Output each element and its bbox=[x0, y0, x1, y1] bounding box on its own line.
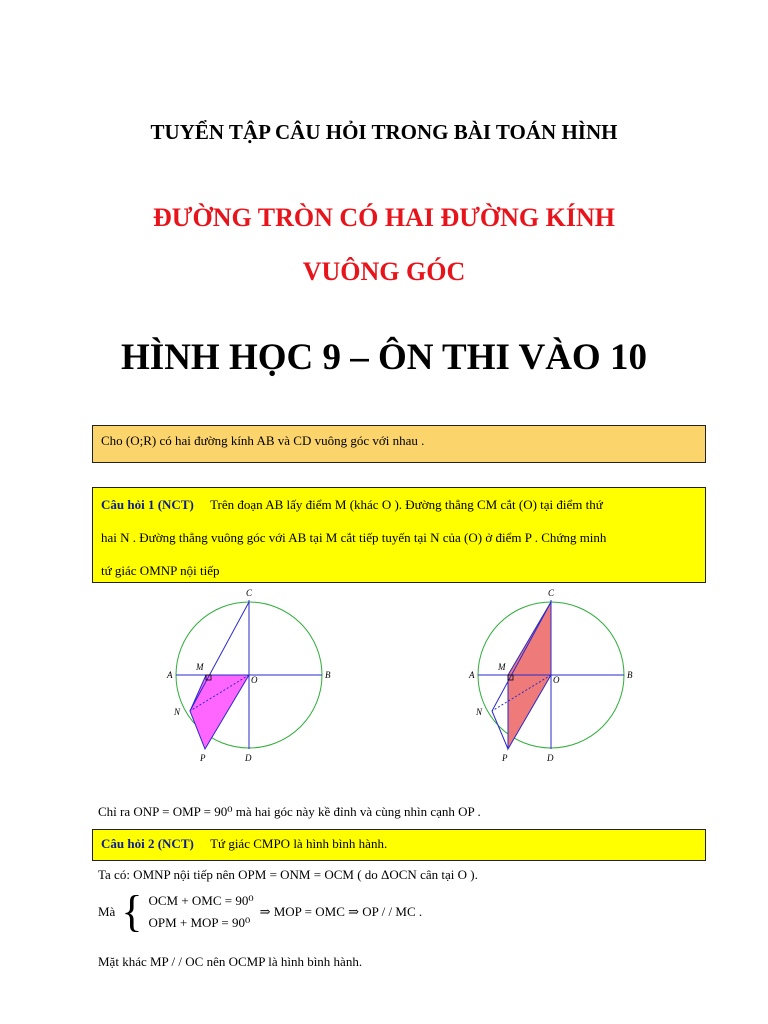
question2-box bbox=[92, 829, 706, 861]
question1-line3: tứ giác OMNP nội tiếp bbox=[101, 563, 220, 578]
question1-line2: hai N . Đường thẳng vuông góc với AB tại M cắt tiếp tuyến tại N của (O) ở điểm P . Chứng minh bbox=[101, 530, 607, 545]
answer2-line3: Mặt khác MP / / OC nên OCMP là hình bình hành. bbox=[98, 954, 363, 969]
given-statement: Cho (O;R) có hai đường kính AB và CD vuông góc với nhau . bbox=[101, 433, 425, 448]
point-m-left: M bbox=[196, 662, 204, 672]
point-p-left: P bbox=[200, 753, 206, 763]
point-m-right: M bbox=[498, 662, 506, 672]
system-conclusion: ⇒ MOP = OMC ⇒ OP / / MC . bbox=[259, 904, 423, 919]
point-o-left: O bbox=[251, 675, 258, 685]
answer2-ma-label: Mà bbox=[98, 904, 116, 919]
point-b-left: B bbox=[325, 670, 331, 680]
question1-box bbox=[92, 487, 706, 583]
system-equations bbox=[148, 890, 253, 934]
figure-left bbox=[160, 585, 340, 765]
topic-title-line2: VUÔNG GÓC bbox=[302, 257, 466, 286]
point-c-left: C bbox=[246, 588, 253, 598]
point-a-left: A bbox=[167, 670, 173, 680]
answer2-system bbox=[98, 887, 423, 936]
question1-line1: Trên đoạn AB lấy điểm M (khác O ). Đường thẳng CM cắt (O) tại điểm thứ bbox=[210, 497, 603, 512]
point-p-right: P bbox=[502, 753, 508, 763]
question1-label: Câu hỏi 1 (NCT) bbox=[101, 497, 194, 512]
point-n-left: N bbox=[174, 707, 181, 717]
system-eq2: OPM + MOP = 90⁰ bbox=[148, 915, 251, 930]
point-a-right: A bbox=[469, 670, 475, 680]
subject-title: HÌNH HỌC 9 – ÔN THI VÀO 10 bbox=[121, 337, 647, 378]
system-eq1: OCM + OMC = 90⁰ bbox=[148, 893, 254, 908]
given-statement-box bbox=[92, 425, 706, 463]
point-d-right: D bbox=[547, 753, 554, 763]
point-o-right: O bbox=[553, 675, 560, 685]
document-title: TUYỂN TẬP CÂU HỎI TRONG BÀI TOÁN HÌNH bbox=[150, 120, 618, 144]
brace-symbol: { bbox=[121, 887, 143, 936]
point-b-right: B bbox=[627, 670, 633, 680]
figure-right bbox=[462, 585, 642, 765]
question2-text: Tứ giác CMPO là hình bình hành. bbox=[210, 836, 388, 851]
answer2-line1: Ta có: OMNP nội tiếp nên OPM = ONM = OCM ( do ΔOCN cân tại O ). bbox=[98, 867, 478, 882]
tangent-np-right bbox=[492, 711, 508, 749]
topic-title-line1: ĐƯỜNG TRÒN CÓ HAI ĐƯỜNG KÍNH bbox=[153, 203, 615, 232]
point-n-right: N bbox=[476, 707, 483, 717]
point-c-right: C bbox=[548, 588, 555, 598]
answer1-text: Chỉ ra ONP = OMP = 90⁰ mà hai góc này kề đỉnh và cùng nhìn cạnh OP . bbox=[98, 804, 481, 819]
question2-label: Câu hỏi 2 (NCT) bbox=[101, 836, 194, 851]
point-d-left: D bbox=[245, 753, 252, 763]
quad-omnp-left bbox=[190, 675, 249, 749]
